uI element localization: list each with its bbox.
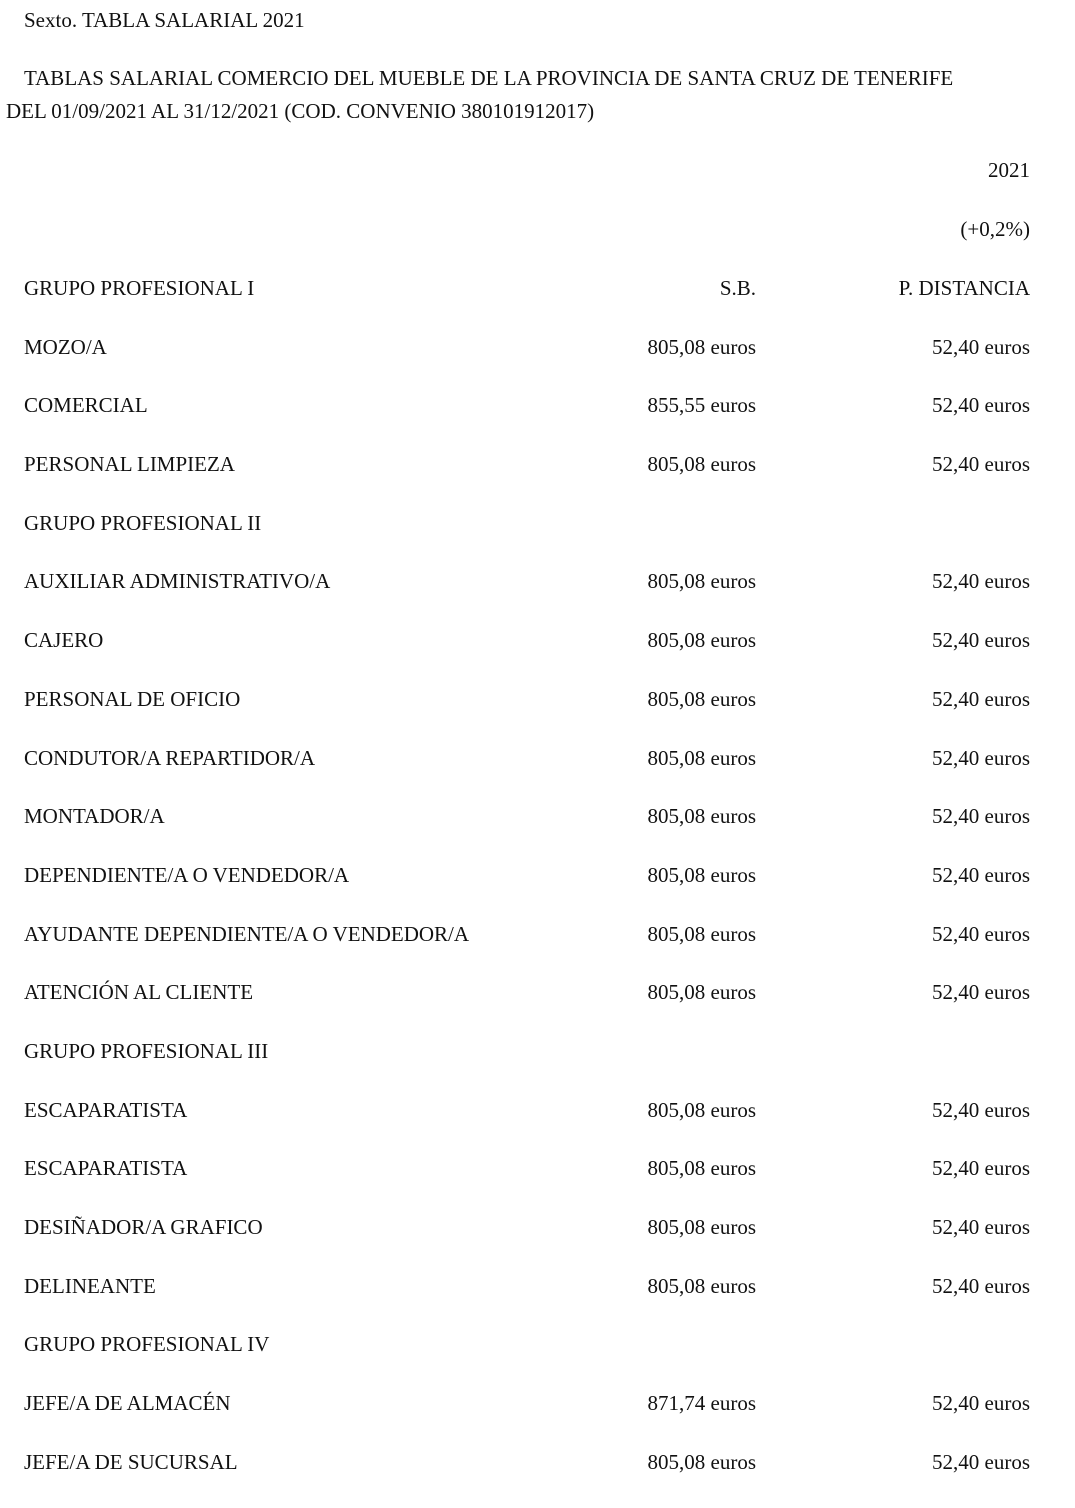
category-cell: DELINEANTE	[24, 1273, 156, 1298]
salario-base-cell: S.B.	[719, 276, 756, 300]
plus-distancia-cell: P. DISTANCIA	[898, 276, 1030, 300]
category-cell: AUXILIAR ADMINISTRATIVO/A	[24, 569, 331, 594]
salario-base-cell: 805,08 euros	[647, 334, 756, 359]
plus-distancia-cell: 52,40 euros	[932, 686, 1030, 711]
salario-base-cell: 805,08 euros	[647, 862, 756, 887]
salario-base-cell: 805,08 euros	[647, 1156, 756, 1181]
table-row	[0, 628, 1075, 687]
category-cell: ATENCIÓN AL CLIENTE	[24, 980, 254, 1005]
plus-distancia-cell: 52,40 euros	[932, 393, 1030, 418]
salario-base-cell: 805,08 euros	[647, 686, 756, 711]
salario-base-cell: 805,08 euros	[647, 1215, 756, 1239]
category-cell: DEPENDIENTE/A O VENDEDOR/A	[24, 862, 350, 887]
category-cell: CAJERO	[24, 628, 104, 653]
salario-base-cell: 805,08 euros	[647, 569, 756, 594]
category-cell: GRUPO PROFESIONAL III	[24, 1038, 269, 1063]
plus-distancia-cell: 52,40 euros	[932, 1215, 1030, 1239]
table-row	[0, 746, 1075, 805]
salario-base-cell: 871,74 euros	[647, 1391, 756, 1416]
increase-label: (+0,2%)	[960, 217, 1030, 241]
plus-distancia-cell: 52,40 euros	[932, 745, 1030, 770]
category-cell: JEFE/A DE SUCURSAL	[24, 1449, 238, 1474]
category-cell: COMERCIAL	[24, 393, 148, 418]
table-row	[0, 1156, 1075, 1215]
table-row	[0, 1391, 1075, 1450]
plus-distancia-cell: 52,40 euros	[932, 1273, 1030, 1298]
table-row	[0, 335, 1075, 394]
table-title-line-2: DEL 01/09/2021 AL 31/12/2021 (COD. CONVENIO 380101912017)	[6, 99, 595, 123]
salario-base-cell: 805,08 euros	[647, 452, 756, 477]
plus-distancia-cell: 52,40 euros	[932, 921, 1030, 946]
table-row	[0, 276, 1075, 335]
table-row	[0, 863, 1075, 922]
table-row	[0, 922, 1075, 981]
plus-distancia-cell: 52,40 euros	[932, 452, 1030, 477]
salario-base-cell: 805,08 euros	[647, 1097, 756, 1122]
salario-base-cell: 805,08 euros	[647, 921, 756, 946]
plus-distancia-cell: 52,40 euros	[932, 628, 1030, 653]
plus-distancia-cell: 52,40 euros	[932, 1449, 1030, 1474]
table-row	[0, 1450, 1075, 1508]
category-cell: MOZO/A	[24, 334, 107, 359]
plus-distancia-cell: 52,40 euros	[932, 804, 1030, 829]
plus-distancia-cell: 52,40 euros	[932, 334, 1030, 359]
table-row	[0, 804, 1075, 863]
salario-base-cell: 805,08 euros	[647, 980, 756, 1005]
plus-distancia-cell: 52,40 euros	[932, 862, 1030, 887]
table-title-line-1: TABLAS SALARIAL COMERCIO DEL MUEBLE DE LA PROVINCIA DE SANTA CRUZ DE TENERIFE	[24, 66, 954, 90]
salario-base-cell: 855,55 euros	[647, 393, 756, 418]
salario-base-cell: 805,08 euros	[647, 804, 756, 829]
category-cell: JEFE/A DE ALMACÉN	[24, 1391, 231, 1416]
table-row	[0, 687, 1075, 746]
salario-base-cell: 805,08 euros	[647, 628, 756, 653]
salary-table	[0, 276, 1075, 1508]
plus-distancia-cell: 52,40 euros	[932, 1156, 1030, 1181]
section-heading: Sexto. TABLA SALARIAL 2021	[24, 8, 305, 32]
salario-base-cell: 805,08 euros	[647, 1273, 756, 1298]
table-row	[0, 393, 1075, 452]
table-row	[0, 980, 1075, 1039]
table-row	[0, 511, 1075, 570]
table-row	[0, 1098, 1075, 1157]
table-row	[0, 1332, 1075, 1391]
category-cell: GRUPO PROFESIONAL II	[24, 510, 262, 535]
category-cell: ESCAPARATISTA	[24, 1156, 188, 1181]
salario-base-cell: 805,08 euros	[647, 1449, 756, 1474]
year-label: 2021	[988, 158, 1030, 182]
category-cell: PERSONAL DE OFICIO	[24, 686, 241, 711]
plus-distancia-cell: 52,40 euros	[932, 1391, 1030, 1416]
category-cell: GRUPO PROFESIONAL IV	[24, 1332, 270, 1357]
category-cell: PERSONAL LIMPIEZA	[24, 452, 235, 477]
table-row	[0, 1215, 1075, 1274]
category-cell: ESCAPARATISTA	[24, 1097, 188, 1122]
category-cell: CONDUTOR/A REPARTIDOR/A	[24, 745, 316, 770]
table-row	[0, 1039, 1075, 1098]
table-row	[0, 1274, 1075, 1333]
category-cell: GRUPO PROFESIONAL I	[24, 276, 255, 300]
table-row	[0, 569, 1075, 628]
plus-distancia-cell: 52,40 euros	[932, 980, 1030, 1005]
category-cell: MONTADOR/A	[24, 804, 165, 829]
plus-distancia-cell: 52,40 euros	[932, 1097, 1030, 1122]
category-cell: DESIÑADOR/A GRAFICO	[24, 1215, 263, 1239]
plus-distancia-cell: 52,40 euros	[932, 569, 1030, 594]
table-row	[0, 452, 1075, 511]
category-cell: AYUDANTE DEPENDIENTE/A O VENDEDOR/A	[24, 921, 470, 946]
salario-base-cell: 805,08 euros	[647, 745, 756, 770]
